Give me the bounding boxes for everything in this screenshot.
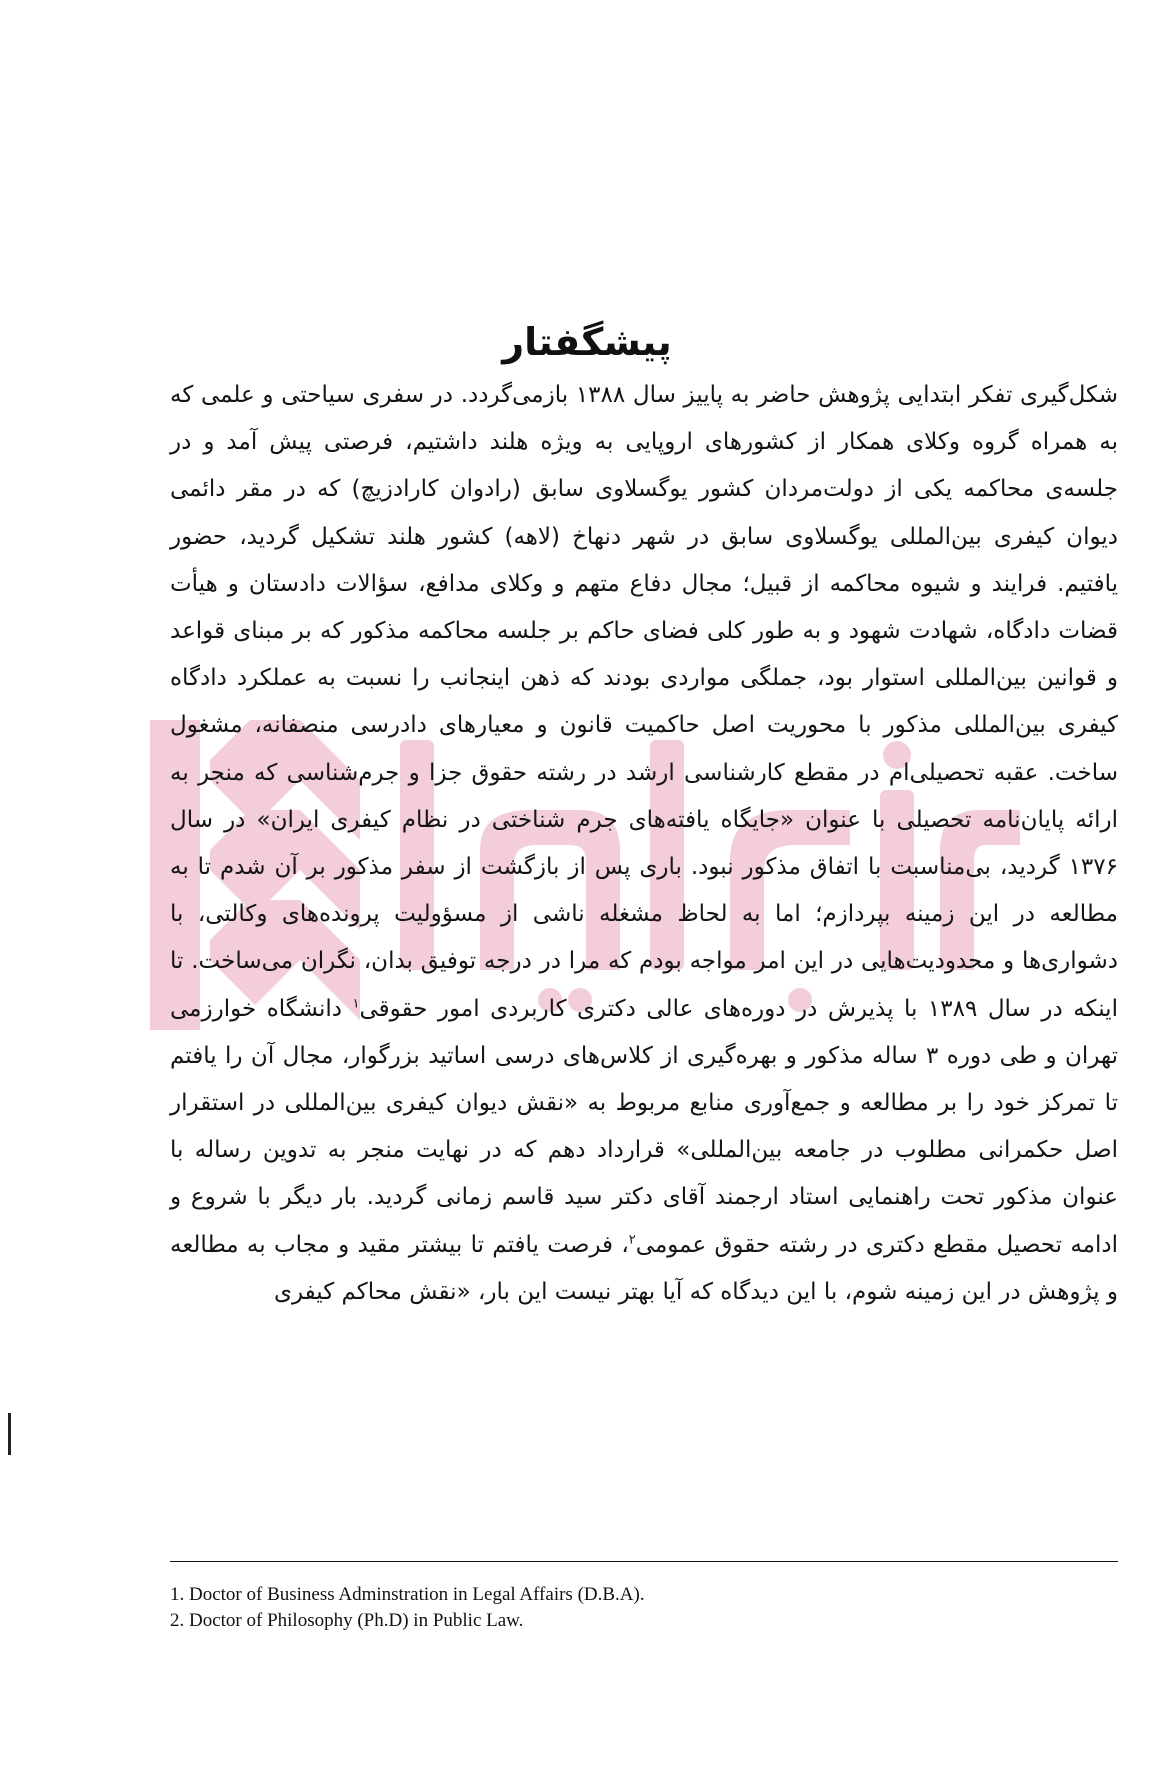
footnote-1: 1. Doctor of Business Adminstration in Legal Affairs (D.B.A). [170, 1584, 645, 1605]
scan-edge-mark [8, 1413, 11, 1455]
footnote-reference-1: ۱ [352, 995, 360, 1011]
footnotes [170, 1582, 1110, 1634]
paragraph-part-3: ، فرصت یافتم تا بیشتر مقید و مجاب به مطالعه و پژوهش در این زمینه شوم، با این دیدگاه که آیا بهتر نیست این بار، «نقش محاکم کیفری [170, 1231, 1118, 1305]
footnote-separator [170, 1561, 1118, 1562]
paragraph-part-1: شکل‌گیری تفکر ابتدایی پژوهش حاضر به پاییز سال ۱۳۸۸ بازمی‌گردد. در سفری سیاحتی و علمی که به همراه گروه وکلای همکار از کشورهای اروپایی به ویژه هلند داشتیم، فرصتی پیش آمد و در جلسه‌ی محاکمه یکی از دولت‌مردان کشور یوگسلاوی سابق (رادوان کارادزیچ) که در مقر دائمی دیوان کیفری بین‌المللی یوگسلاوی سابق در شهر دنهاخ (لاهه) کشور هلند تشکیل گردید، حضور یافتیم. فرایند و شیوه محاکمه از قبیل؛ مجال دفاع متهم و وکلای مدافع، سؤالات دادستان و هیأت قضات دادگاه، شهادت شهود و به طور کلی فضای حاکم بر جلسه محاکمه مذکور که بر مبنای قواعد و قوانین بین‌المللی استوار بود، جملگی مواردی بودند که ذهن اینجانب را نسبت به عملکرد دادگاه کیفری بین‌المللی مذکور با محوریت اصل حاکمیت قانون و معیارهای دادرسی منصفانه، مشغول ساخت. عقبه تحصیلی‌ام در مقطع کارشناسی ارشد در رشته حقوق جزا و جرم‌شناسی که منجر به ارائه پایان‌نامه تحصیلی با عنوان «جایگاه یافته‌های جرم شناختی در نظام کیفری ایران» در سال ۱۳۷۶ گردید، بی‌مناسبت با اتفاق مذکور نبود. باری پس از بازگشت از سفر مذکور بر آن شدم تا به مطالعه در این زمینه بپردازم؛ اما به لحاظ مشغله ناشی از مسؤولیت پرونده‌های وکالتی، با دشواری‌ها و محدودیت‌هایی در این امر مواجه بودم که مرا در درجه توفیق بدان، نگران می‌ساخت. تا اینکه در سال ۱۳۸۹ با پذیرش در دوره‌های عالی دکتری کاربردی امور حقوقی [170, 382, 1119, 1022]
body-paragraph [170, 372, 1118, 1316]
paragraph-part-2: دانشگاه خوارزمی تهران و طی دوره ۳ ساله مذکور و بهره‌گیری از کلاس‌های درسی اساتید بزرگوار، مجال آن را یافتم تا تمرکز خود را بر مطالعه و جمع‌آوری منابع مربوط به «نقش دیوان کیفری بین‌المللی در استقرار اصل حکمرانی مطلوب در جامعه بین‌المللی» قرارداد دهم که در نهایت منجر به تدوین رساله با عنوان مذکور تحت راهنمایی استاد ارجمند آقای دکتر سید قاسم زمانی گردید. بار دیگر با شروع و ادامه تحصیل مقطع دکتری در رشته حقوق عمومی [170, 995, 1119, 1258]
footnote-2: 2. Doctor of Philosophy (Ph.D) in Public Law. [170, 1610, 524, 1631]
footnote-reference-2: ۲ [628, 1232, 636, 1247]
page-title: پیشگفتار [502, 320, 672, 365]
